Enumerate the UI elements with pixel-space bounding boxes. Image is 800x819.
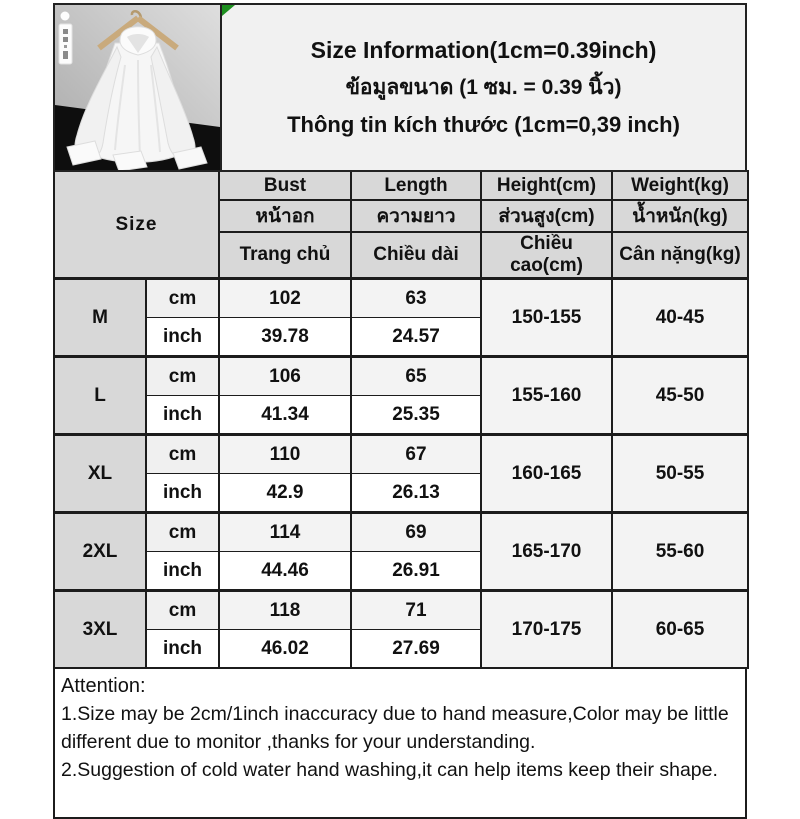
length-cm-value: 67 [351,435,481,474]
header-weight-th: น้ำหนัก(kg) [612,200,748,232]
unit-inch-label: inch [146,396,219,435]
header-row-english [54,171,748,200]
corner-accent-triangle [222,5,235,16]
attention-note [53,667,747,819]
header-height-th: ส่วนสูง(cm) [481,200,612,232]
size-row-3xl-cm [54,591,748,630]
bust-inch-value: 42.9 [219,474,351,513]
weight-range-value: 60-65 [612,591,748,669]
length-cm-value: 71 [351,591,481,630]
weight-range-value: 45-50 [612,357,748,435]
bust-cm-value: 118 [219,591,351,630]
bust-cm-value: 102 [219,279,351,318]
size-chart-table [53,170,749,669]
top-section [53,3,747,172]
product-photo-illustration [55,5,220,170]
attention-line-2: 2.Suggestion of cold water hand washing,it can help items keep their shape. [61,759,718,781]
product-photo [53,3,222,172]
length-inch-value: 25.35 [351,396,481,435]
header-length-vi: Chiều dài [351,232,481,279]
header-height-vi: Chiều cao(cm) [481,232,612,279]
size-label-3xl: 3XL [54,591,146,669]
header-bust-en: Bust [219,171,351,200]
header-bust-th: หน้าอก [219,200,351,232]
size-label-l: L [54,357,146,435]
height-range-value: 160-165 [481,435,612,513]
length-cm-value: 65 [351,357,481,396]
weight-range-value: 40-45 [612,279,748,357]
height-range-value: 155-160 [481,357,612,435]
header-weight-vi: Cân nặng(kg) [612,232,748,279]
weight-range-value: 50-55 [612,435,748,513]
unit-inch-label: inch [146,318,219,357]
weight-range-value: 55-60 [612,513,748,591]
height-range-value: 150-155 [481,279,612,357]
length-cm-value: 69 [351,513,481,552]
unit-inch-label: inch [146,474,219,513]
unit-cm-label: cm [146,513,219,552]
length-cm-value: 63 [351,279,481,318]
attention-heading: Attention: [61,675,146,697]
header-length-th: ความยาว [351,200,481,232]
length-inch-value: 26.13 [351,474,481,513]
bust-inch-value: 39.78 [219,318,351,357]
title-thai: ข้อมูลขนาด (1 ซม. = 0.39 นิ้ว) [345,76,622,99]
header-bust-vi: Trang chủ [219,232,351,279]
size-label-xl: XL [54,435,146,513]
header-length-en: Length [351,171,481,200]
size-label-2xl: 2XL [54,513,146,591]
title-block [222,3,747,172]
title-english: Size Information(1cm=0.39inch) [310,37,657,63]
length-inch-value: 27.69 [351,630,481,669]
unit-cm-label: cm [146,357,219,396]
size-row-m-cm [54,279,748,318]
height-range-value: 170-175 [481,591,612,669]
bust-inch-value: 46.02 [219,630,351,669]
bust-inch-value: 44.46 [219,552,351,591]
header-weight-en: Weight(kg) [612,171,748,200]
size-row-2xl-cm [54,513,748,552]
size-corner-cell: Size [54,171,219,279]
size-info-panel [53,3,747,819]
bust-inch-value: 41.34 [219,396,351,435]
unit-inch-label: inch [146,630,219,669]
height-range-value: 165-170 [481,513,612,591]
unit-cm-label: cm [146,279,219,318]
size-label-m: M [54,279,146,357]
unit-inch-label: inch [146,552,219,591]
unit-cm-label: cm [146,591,219,630]
length-inch-value: 26.91 [351,552,481,591]
bust-cm-value: 114 [219,513,351,552]
header-height-en: Height(cm) [481,171,612,200]
attention-line-1: 1.Size may be 2cm/1inch inaccuracy due to hand measure,Color may be little different due to monitor ,thanks for your understanding. [61,703,729,753]
length-inch-value: 24.57 [351,318,481,357]
size-row-xl-cm [54,435,748,474]
bust-cm-value: 106 [219,357,351,396]
bust-cm-value: 110 [219,435,351,474]
unit-cm-label: cm [146,435,219,474]
title-vietnamese: Thông tin kích thước (1cm=0,39 inch) [287,112,680,137]
size-row-l-cm [54,357,748,396]
